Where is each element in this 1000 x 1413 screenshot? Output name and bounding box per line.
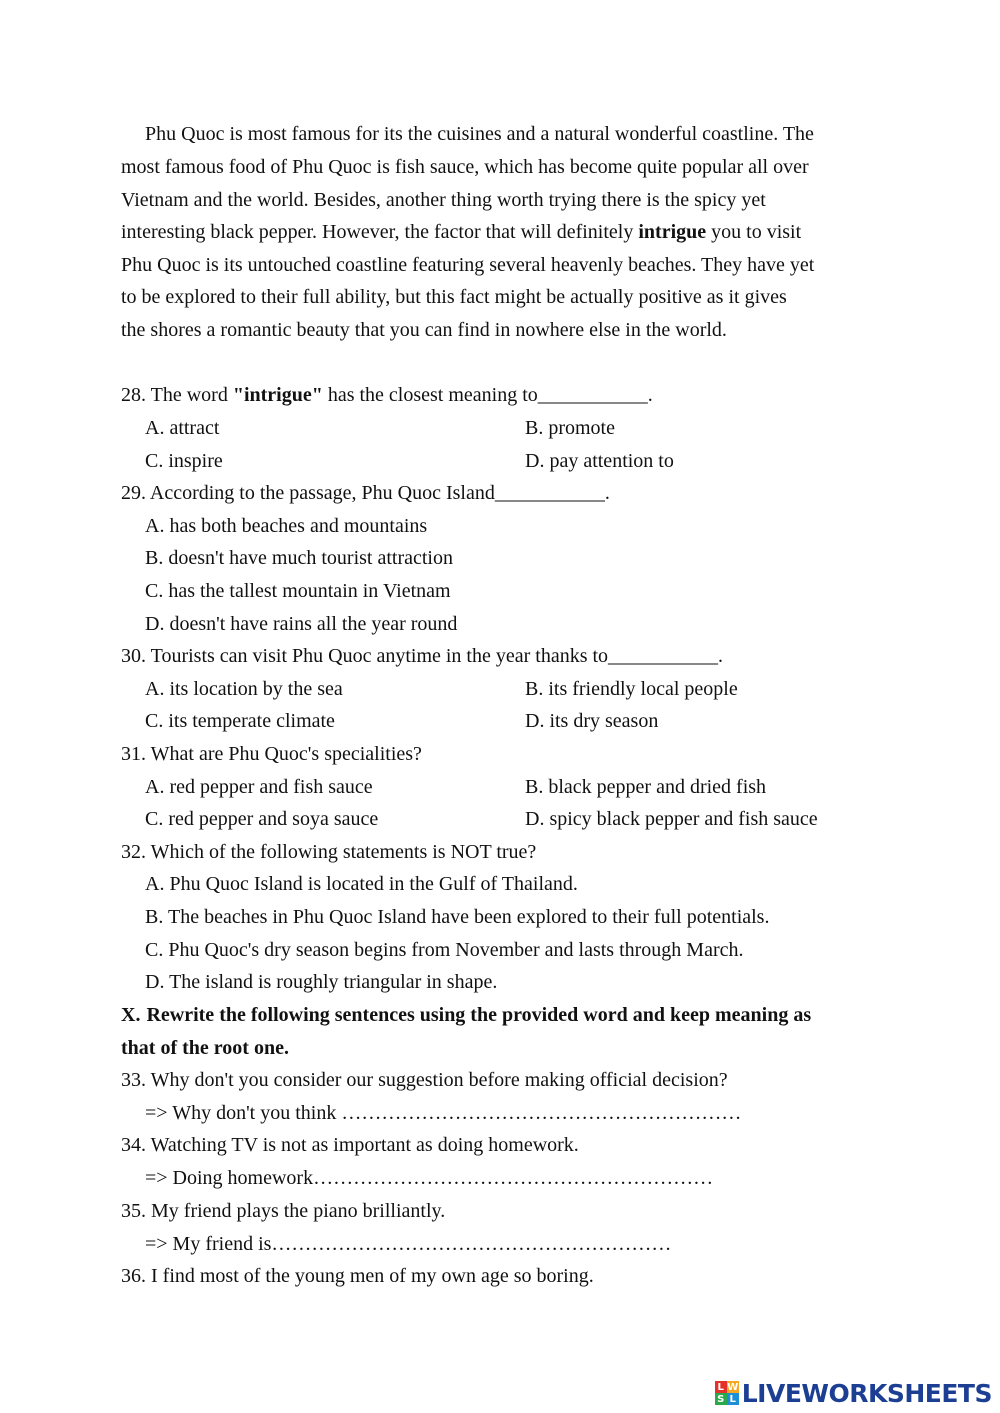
question-31-option-d: D. spicy black pepper and fish sauce xyxy=(525,808,818,830)
liveworksheets-logo xyxy=(715,1379,992,1407)
question-28-option-a: A. attract xyxy=(145,417,220,439)
passage-line-2: most famous food of Phu Quoc is fish sauce, which has become quite popular all over xyxy=(121,156,809,178)
question-35-answer-line[interactable]: => My friend is…………………………………………………… xyxy=(145,1233,672,1255)
question-28-keyword: "intrigue" xyxy=(232,384,323,406)
question-35-stem: 35. My friend plays the piano brilliantly. xyxy=(121,1200,446,1222)
question-32-option-c: C. Phu Quoc's dry season begins from November and lasts through March. xyxy=(145,939,744,961)
section-x-instruction-1: Rewrite the following sentences using the provided word and keep meaning as xyxy=(146,1004,812,1026)
question-28-option-c: C. inspire xyxy=(145,450,223,472)
logo-mark-tile: S xyxy=(715,1393,727,1405)
passage-line-5: Phu Quoc is its untouched coastline featuring several heavenly beaches. They have yet xyxy=(121,254,815,276)
question-32-option-b: B. The beaches in Phu Quoc Island have been explored to their full potentials. xyxy=(145,906,770,928)
question-31-stem: 31. What are Phu Quoc's specialities? xyxy=(121,743,422,765)
question-31-option-c: C. red pepper and soya sauce xyxy=(145,808,379,830)
question-30-option-c: C. its temperate climate xyxy=(145,710,335,732)
liveworksheets-logo-text: LIVEWORKSHEETS xyxy=(741,1378,992,1408)
question-32-option-d: D. The island is roughly triangular in shape. xyxy=(145,971,498,993)
passage-line-3: Vietnam and the world. Besides, another thing worth trying there is the spicy yet xyxy=(121,189,766,211)
passage-line-4-end: you to visit xyxy=(706,221,802,243)
question-36-stem: 36. I find most of the young men of my own age so boring. xyxy=(121,1265,594,1287)
passage-line-7: the shores a romantic beauty that you can find in nowhere else in the world. xyxy=(121,319,727,341)
question-29-option-c: C. has the tallest mountain in Vietnam xyxy=(145,580,451,602)
question-28-stem-start: 28. The word xyxy=(121,384,233,406)
question-32-stem: 32. Which of the following statements is NOT true? xyxy=(121,841,537,863)
question-29-option-a: A. has both beaches and mountains xyxy=(145,515,428,537)
section-x-number: X. xyxy=(121,1004,141,1026)
passage-line-4-start: interesting black pepper. However, the factor that will definitely xyxy=(121,221,639,243)
question-28-option-d: D. pay attention to xyxy=(525,450,674,472)
question-30-option-b: B. its friendly local people xyxy=(525,678,738,700)
question-33-answer-line[interactable]: => Why don't you think …………………………………………………… xyxy=(145,1102,742,1124)
logo-mark-tile: L xyxy=(715,1381,727,1393)
passage-line-1: Phu Quoc is most famous for its the cuisines and a natural wonderful coastline. The xyxy=(145,123,814,145)
passage-line-4 xyxy=(121,220,801,244)
logo-mark-tile: L xyxy=(727,1393,739,1405)
liveworksheets-logo-icon xyxy=(715,1381,739,1405)
question-29-option-b: B. doesn't have much tourist attraction xyxy=(145,547,453,569)
question-29-option-d: D. doesn't have rains all the year round xyxy=(145,613,458,635)
section-x-instruction-2: that of the root one. xyxy=(121,1037,289,1059)
section-x-heading xyxy=(121,1003,811,1027)
question-34-answer-line[interactable]: => Doing homework…………………………………………………… xyxy=(145,1167,714,1189)
question-28-option-b: B. promote xyxy=(525,417,615,439)
question-33-stem: 33. Why don't you consider our suggestion before making official decision? xyxy=(121,1069,728,1091)
question-31-option-b: B. black pepper and dried fish xyxy=(525,776,767,798)
passage-keyword-intrigue: intrigue xyxy=(638,221,707,243)
question-28-stem-end: has the closest meaning to___________. xyxy=(322,384,653,406)
logo-mark-tile: W xyxy=(727,1381,739,1393)
question-30-option-a: A. its location by the sea xyxy=(145,678,343,700)
passage-line-6: to be explored to their full ability, but this fact might be actually positive as it gives xyxy=(121,286,787,308)
question-34-stem: 34. Watching TV is not as important as doing homework. xyxy=(121,1134,579,1156)
question-31-option-a: A. red pepper and fish sauce xyxy=(145,776,373,798)
question-30-stem: 30. Tourists can visit Phu Quoc anytime in the year thanks to___________. xyxy=(121,645,724,667)
question-28-stem xyxy=(121,383,653,407)
question-32-option-a: A. Phu Quoc Island is located in the Gulf of Thailand. xyxy=(145,873,578,895)
question-30-option-d: D. its dry season xyxy=(525,710,659,732)
question-29-stem: 29. According to the passage, Phu Quoc Island___________. xyxy=(121,482,610,504)
